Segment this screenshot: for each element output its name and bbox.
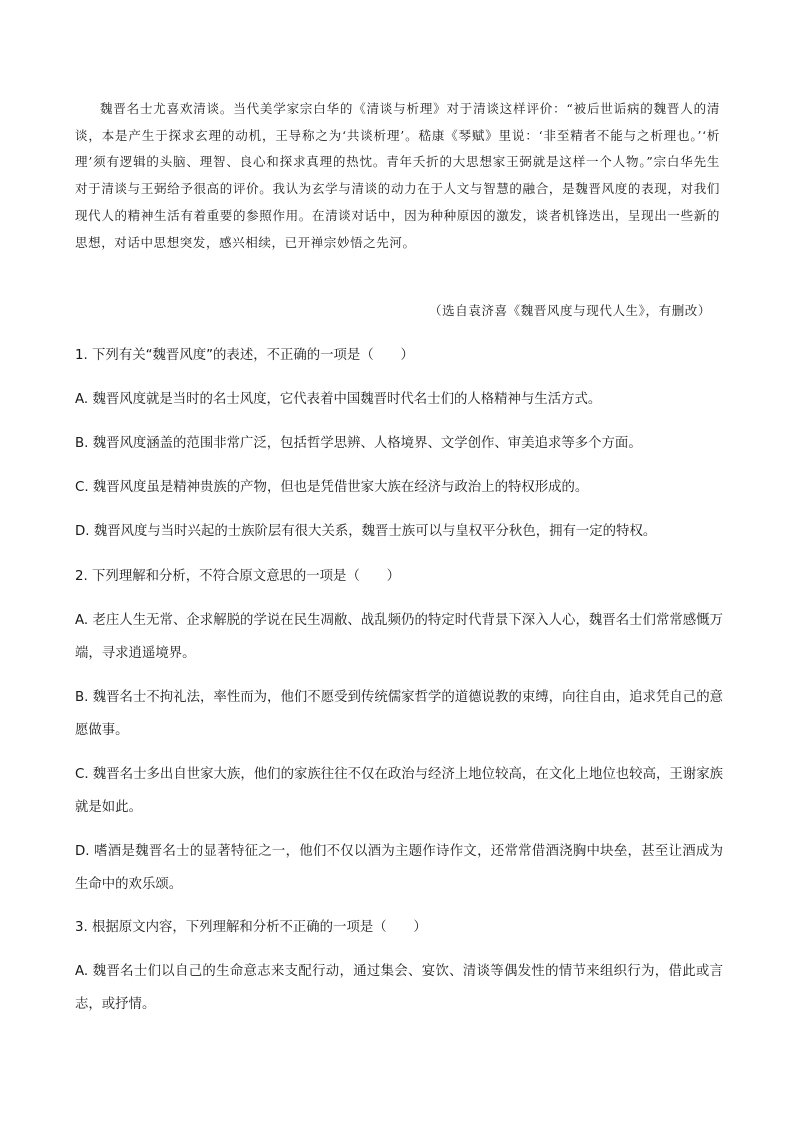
reading-passage: 魏晋名士尤喜欢清谈。当代美学家宗白华的《清谈与析理》对于清谈这样评价：“被后世诟病的魏晋人的清谈，本是产生于探求玄理的动机，王导称之为‘共谈析理’。嵇康《琴赋》里说：‘非至精者不能与之析理也。’‘析理’须有逻辑的头脑、理智、良心和探求真理的热忱。青年夭折的大思想家王弼就是这样一个人物。”宗白华先生对于清谈与王弼给予很高的评价。我认为玄学与清谈的动力在于人文与智慧的融合，是魏晋风度的表现，对我们现代人的精神生活有着重要的参照作用。在清谈对话中，因为种种原因的激发，谈者机锋迭出，呈现出一些新的思想，对话中思想突发，感兴相续，已开禅宗妙悟之先河。 <box>75 101 720 250</box>
question-1-option-a: A. 魏晋风度就是当时的名士风度，它代表着中国魏晋时代名士们的人格精神与生活方式。 <box>75 392 602 407</box>
question-3-stem: 3. 根据原文内容，下列理解和分析不正确的一项是（ ） <box>75 920 427 935</box>
question-1-option-d: D. 魏晋风度与当时兴起的士族阶层有很大关系，魏晋士族可以与皇权平分秋色，拥有一定的特权。 <box>75 524 657 539</box>
question-2-option-c: C. 魏晋名士多出自世家大族，他们的家族往往不仅在政治与经济上地位较高，在文化上地位也较高，王谢家族就是如此。 <box>75 767 723 815</box>
question-2-stem: 2. 下列理解和分析，不符合原文意思的一项是（ ） <box>75 569 401 584</box>
question-1-stem: 1. 下列有关“魏晋风度”的表述，不正确的一项是（ ） <box>75 348 414 363</box>
question-3-option-a: A. 魏晋名士们以自己的生命意志来支配行动，通过集会、宴饮、清谈等偶发性的情节来组织行为，借此或言志，或抒情。 <box>75 964 723 1012</box>
question-1-option-c: C. 魏晋风度虽是精神贵族的产物，但也是凭借世家大族在经济与政治上的特权形成的。 <box>75 480 589 495</box>
question-2-option-b: B. 魏晋名士不拘礼法，率性而为，他们不愿受到传统儒家哲学的道德说教的束缚，向往自由，追求凭自己的意愿做事。 <box>75 690 723 738</box>
question-1-option-b: B. 魏晋风度涵盖的范围非常广泛，包括哲学思辨、人格境界、文学创作、审美追求等多个方面。 <box>75 436 642 451</box>
question-2-option-d: D. 嗜酒是魏晋名士的显著特征之一，他们不仅以酒为主题作诗作文，还常常借酒浇胸中块垒，甚至让酒成为生命中的欢乐颂。 <box>75 844 723 892</box>
question-2-option-a: A. 老庄人生无常、企求解脱的学说在民生凋敝、战乱频仍的特定时代背景下深入人心，魏晋名士们常常感慨万端，寻求逍遥境界。 <box>75 613 723 661</box>
passage-source: （选自袁济喜《魏晋风度与现代人生》，有删改） <box>429 303 711 318</box>
